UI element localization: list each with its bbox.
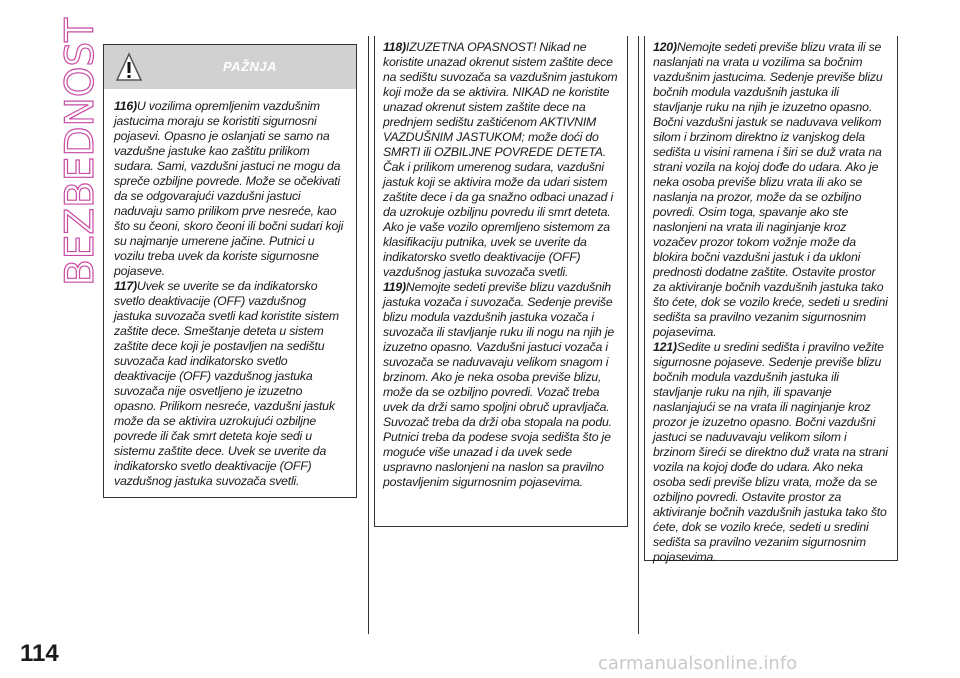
warning-header <box>104 44 356 89</box>
note-119: 119)Nemojte sedeti previše blizu vazdušnih jastuka vozača i suvozača. Sedenje previše blizu modula vazdušnih jastuka vozača i suvozača ili stavljanje ruku ili nogu na njih je izuzetno opasno. Vazdušni jastuci vozača i suvozača se naduvavaju velikom snagom i brzinom. Ako je neka osoba previše blizu, može da se ozbiljno povredi. Vozač treba uvek da drži samo spoljni obruč upravljača. Suvozač treba da drži oba stopala na podu. Putnici treba da podese svoja sedišta što je moguće više unazad i da uvek sede uspravno naslonjeni na naslon sa pravilno postavljenim sigurnosnim pojasevima. <box>383 280 615 489</box>
column-2 <box>374 36 628 527</box>
warning-body <box>104 89 356 497</box>
watermark: carmanualsonline.info <box>598 653 798 674</box>
note-116: 116)U vozilima opremljenim vazdušnim jastucima moraju se koristiti sigurnosni pojasevi. Opasno je oslanjati se samo na vazdušne jastuke kao zaštitu prilikom sudara. Sami, vazdušni jastuci ne mogu da spreče ozbiljne povrede. Može se očekivati da se odgovarajući vazdušni jastuci naduvaju samo prilikom prve nesreće, kao što su čeoni, skoro čeoni ili bočni sudari koji su najmanje umerene jačine. Putnici u vozilu treba uvek da koriste sigurnosne pojaseve. <box>114 99 344 278</box>
note-121: 121)Sedite u sredini sedišta i pravilno vežite sigurnosne pojaseve. Sedenje previše blizu bočnih modula vazdušnih jastuka ili stavljanje ruku na njih, ili spavanje naslanjajući se na vrata ili naginjanje kroz prozor je izuzetno opasno. Bočni vazdušni jastuci se naduvavaju velikom silom i brzinom šireći se direktno duž vrata na strani vozila na kojoj dođe do udara. Ako neka osoba sedi previše blizu vrata, može da se ozbiljno povredi. Ostavite prostor za aktiviranje bočnih vazdušnih jastuka tako što ćete, dok se vozilo kreće, sedeti u sredini sedišta sa pravilno vezanim sigurnosnim pojasevima. <box>653 340 888 564</box>
note-120: 120)Nemojte sedeti previše blizu vrata ili se naslanjati na vrata u vozilima sa bočnim vazdušnim jastucima. Sedenje previše blizu bočnih modula vazdušnih jastuka ili stavljanje ruku na njih je izuzetno opasno. Bočni vazdušni jastuk se naduvava velikom silom i brzinom direktno iz vanjskog dela sedišta u visini ramena i širi se duž vrata na strani vozila na kojoj dođe do udara. Ako je neka osoba previše blizu vrata ili ako se naslanja na prozor, može da se ozbiljno povredi. Osim toga, spavanje ako ste naslonjeni na vrata ili naginjanje kroz vozačev prozor tokom vožnje može da blokira bočni vazdušni jastuk i da ukloni prednosti dodatne zaštite. Ostavite prostor za aktiviranje bočnih vazdušnih jastuka tako što ćete, dok se vozilo kreće, sedeti u sredini sedišta sa pravilno vezanim sigurnosnim pojasevima. <box>653 40 888 339</box>
column-1 <box>103 44 357 498</box>
column-3-frame <box>644 36 898 564</box>
warning-box <box>103 44 357 498</box>
page-number: 114 <box>20 640 59 667</box>
column-2-frame <box>374 36 628 527</box>
warning-title: PAŽNJA <box>222 59 278 74</box>
column-3 <box>644 36 898 564</box>
note-118: 118)IZUZETNA OPASNOST! Nikad ne koristite unazad okrenut sistem zaštite dece na sedištu suvozača sa vazdušnim jastukom koji može da se aktivira. NIKAD ne koristite unazad okrenut sistem zaštite dece na prednjem sedištu zaštićenom AKTIVNIM VAZDUŠNIM JASTUKOM; može doći do SMRTI ili OZBILJNE POVREDE DETETA. Čak i prilikom umerenog sudara, vazdušni jastuk koji se aktivira može da udari sistem zaštite dece i da ga snažno odbaci unazad i da uzrokuje ozbiljnu povredu ili smrt deteta. Ako je vaše vozilo opremljeno sistemom za klasifikaciju putnika, uvek se uverite da indikatorsko svetlo deaktivacije (OFF) vazdušnog jastuka suvozača svetli. <box>383 40 618 279</box>
note-117: 117)Uvek se uverite se da indikatorsko svetlo deaktivacije (OFF) vazdušnog jastuka suvozača svetli kad koristite sistem zaštite dece. Smeštanje deteta u sistem zaštite dece koji je postavljen na sedištu suvozača kad indikatorsko svetlo deaktivacije (OFF) vazdušnog jastuka suvozača nije osvetljeno je izuzetno opasno. Prilikom nesreće, vazdušni jastuk može da se aktivira uzrokujući ozbiljne povrede ili čak smrt deteta koje sedi u sistemu zaštite dece. Uvek se uverite da indikatorsko svetlo deaktivacije (OFF) vazdušnog jastuka suvozača svetli. <box>114 279 339 488</box>
column-divider-1 <box>368 36 369 634</box>
section-title: BEZBEDNOST <box>58 18 103 286</box>
column-divider-2 <box>638 36 639 634</box>
